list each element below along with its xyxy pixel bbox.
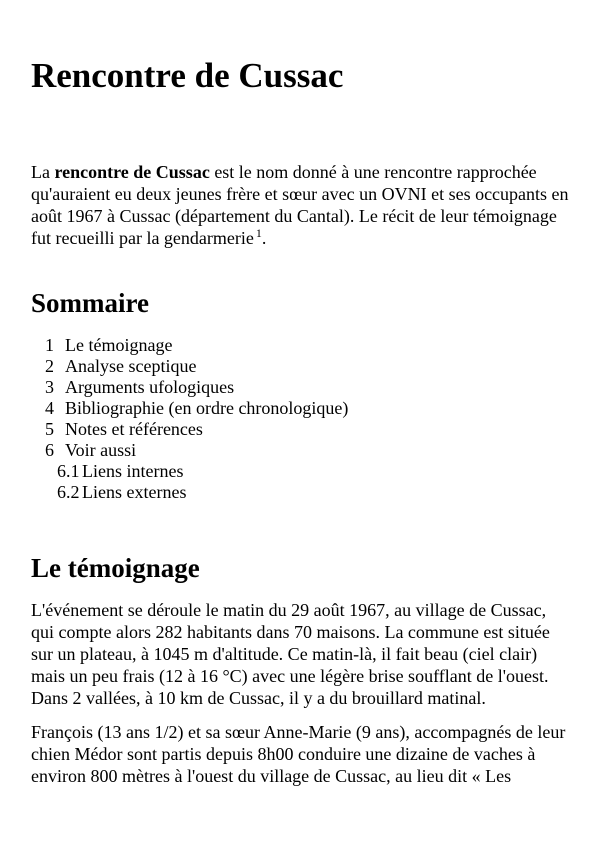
table-of-contents xyxy=(31,335,573,503)
toc-item-number: 6.1 xyxy=(57,461,80,481)
page-title: Rencontre de Cussac xyxy=(31,56,344,95)
toc-item-label: Liens externes xyxy=(82,482,187,502)
toc-item-analyse-sceptique[interactable] xyxy=(31,356,573,377)
toc-heading: Sommaire xyxy=(31,288,149,318)
toc-item-label: Le témoignage xyxy=(65,335,173,355)
toc-item-liens-internes[interactable] xyxy=(31,461,573,482)
toc-item-label: Notes et références xyxy=(65,419,203,439)
toc-item-number: 6.2 xyxy=(57,482,80,502)
toc-item-voir-aussi[interactable] xyxy=(31,440,573,461)
toc-item-label: Arguments ufologiques xyxy=(65,377,235,397)
toc-item-label: Analyse sceptique xyxy=(65,356,197,376)
story-paragraph-1: L'événement se déroule le matin du 29 août 1967, au village de Cussac, qui compte alors 282 habitants dans 70 maisons. La commune est située sur un plateau, à 1045 m d'altitude. Ce matin-là, il fait beau (ciel clair) mais un peu frais (12 à 16 °C) avec une légère brise soufflant de l'ouest. Dans 2 vallées, à 10 km de Cussac, il y a du brouillard matinal. xyxy=(31,600,550,708)
toc-item-label: Voir aussi xyxy=(65,440,137,460)
section-heading-le-temoignage: Le témoignage xyxy=(31,553,200,583)
intro-text-end: . xyxy=(261,228,267,248)
toc-item-arguments-ufologiques[interactable] xyxy=(31,377,573,398)
toc-item-liens-externes[interactable] xyxy=(31,482,573,503)
intro-text-body: est le nom donné à une rencontre rapprochée qu'auraient eu deux jeunes frère et sœur avec un OVNI et ses occupants en août 1967 à Cussac (département du Cantal). Le récit de leur témoignage fut recueilli par la gendarmerie xyxy=(31,162,569,248)
footnote-ref-link[interactable]: 1 xyxy=(255,226,262,240)
toc-item-bibliographie[interactable] xyxy=(31,398,573,419)
toc-item-le-temoignage[interactable] xyxy=(31,335,573,356)
toc-item-number: 1 xyxy=(45,335,54,355)
intro-text-start: La xyxy=(31,162,55,182)
intro-paragraph xyxy=(31,161,573,249)
toc-item-number: 5 xyxy=(45,419,54,439)
toc-item-number: 3 xyxy=(45,377,54,397)
article-subject-bold: rencontre de Cussac xyxy=(54,162,210,182)
toc-item-number: 6 xyxy=(45,440,54,460)
story-paragraph-2: François (13 ans 1/2) et sa sœur Anne-Marie (9 ans), accompagnés de leur chien Médor sont partis depuis 8h00 conduire une dizaine de vaches à environ 800 mètres à l'ouest du village de Cussac, au lieu dit « Les xyxy=(31,722,566,786)
toc-item-notes-et-references[interactable] xyxy=(31,419,573,440)
toc-item-label: Bibliographie (en ordre chronologique) xyxy=(65,398,349,418)
toc-item-number: 4 xyxy=(45,398,54,418)
toc-item-number: 2 xyxy=(45,356,54,376)
toc-item-label: Liens internes xyxy=(82,461,184,481)
